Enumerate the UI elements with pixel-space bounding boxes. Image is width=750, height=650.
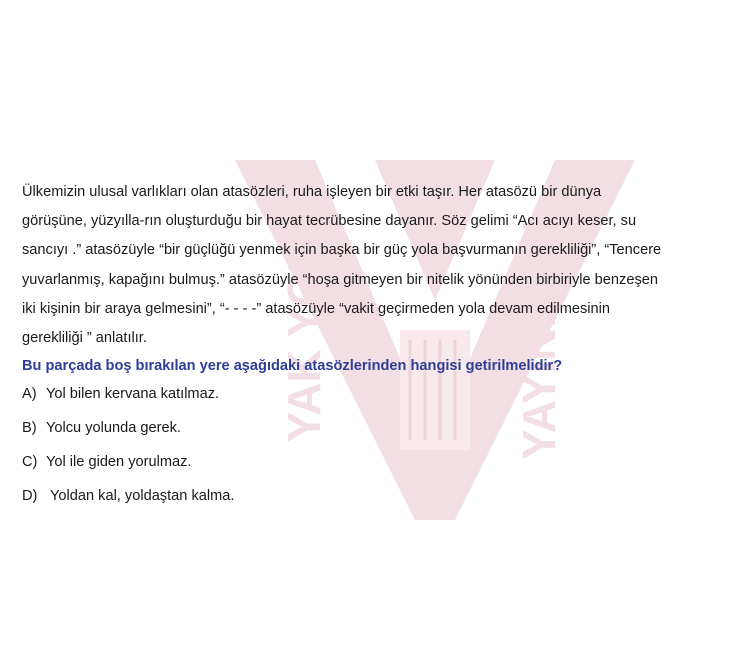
question-prompt: Bu parçada boş bırakılan yere aşağıdaki atasözlerinden hangisi getirilmelidir? bbox=[22, 358, 563, 375]
answer-options bbox=[22, 383, 734, 519]
passage bbox=[22, 178, 734, 353]
passage-line: Ülkemizin ulusal varlıkları olan atasözleri, ruha işleyen bir etki taşır. Her atasözü bir dünya bbox=[22, 184, 602, 200]
watermark-left-text: YAK YOK bbox=[278, 237, 330, 443]
option-letter: C) bbox=[22, 454, 38, 471]
option-c[interactable] bbox=[22, 451, 734, 485]
option-text: Yol bilen kervana katılmaz. bbox=[46, 386, 220, 403]
option-text: Yolcu yolunda gerek. bbox=[46, 420, 181, 437]
option-letter: D) bbox=[22, 488, 38, 505]
option-letter: B) bbox=[22, 420, 37, 437]
passage-line: iki kişinin bir araya gelmesini”, “- - - -” atasözüyle “vakit geçirmeden yola devam edilmesinin bbox=[22, 300, 611, 317]
question-block bbox=[22, 178, 734, 519]
passage-line: gerekliliği ” anlatılır. bbox=[22, 330, 147, 347]
option-d[interactable] bbox=[22, 485, 734, 519]
option-letter: A) bbox=[22, 386, 37, 403]
option-b[interactable] bbox=[22, 417, 734, 451]
option-text: Yol ile giden yorulmaz. bbox=[46, 454, 192, 471]
passage-line: sancıyı .” atasözüyle “bir güçlüğü yenmek için başka bir güç yola başvurmanın gerekliliği”, “Tencere bbox=[22, 242, 662, 259]
passage-line: yuvarlanmış, kapağını bulmuş.” atasözüyle “hoşa gitmeyen bir nitelik yönünden birbiriyle benzeşen bbox=[22, 271, 658, 288]
watermark-right-text: YAYINLARI bbox=[513, 220, 565, 460]
option-a[interactable] bbox=[22, 383, 734, 417]
option-text: Yoldan kal, yoldaştan kalma. bbox=[50, 488, 235, 505]
passage-line: görüşüne, yüzyılla-rın oluşturduğu bir hayat tecrübesine dayanır. Söz gelimi “Acı acıyı keser, su bbox=[22, 213, 637, 230]
